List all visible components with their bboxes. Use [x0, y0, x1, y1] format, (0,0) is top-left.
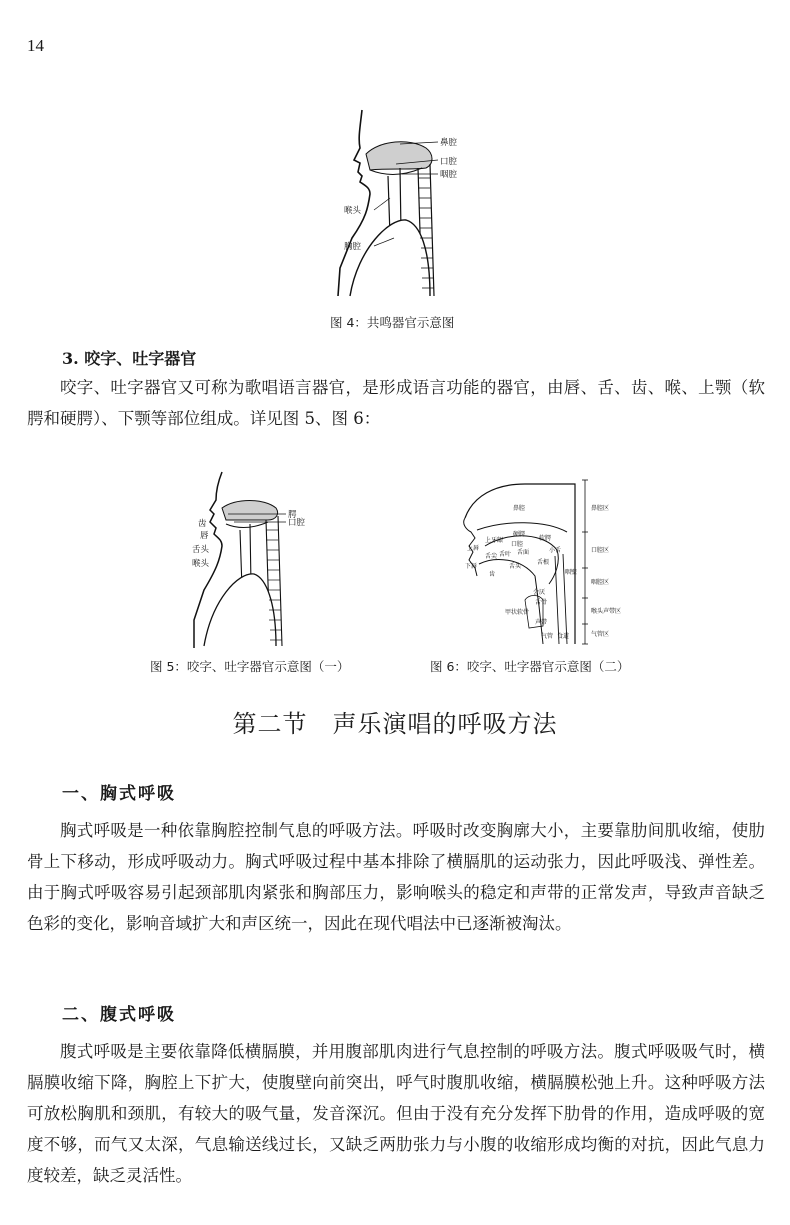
label-hyoid: 舌骨 — [535, 599, 548, 606]
label-uvula: 小舌 — [549, 547, 562, 554]
articulation-diagram-1 — [188, 470, 308, 650]
subsection-title: 3. 咬字、吐字器官 — [62, 349, 197, 368]
page-number: 14 — [27, 36, 44, 55]
label-upper-gum: 上牙龈 — [485, 537, 504, 544]
resonance-organs-diagram — [330, 108, 480, 298]
label-palate: 腭 — [288, 510, 297, 520]
label-hard-palate: 硬腭 — [513, 531, 526, 538]
label-pharynx-wall: 咽壁 — [565, 569, 578, 576]
label-zone-nasal: 鼻腔区 — [591, 505, 610, 512]
label-teeth: 齿 — [198, 519, 207, 529]
label-nasal-cavity-6: 鼻腔 — [513, 505, 526, 512]
label-oral-cavity-6: 口腔 — [511, 541, 524, 548]
paragraph-abdominal-breathing: 腹式呼吸是主要依靠降低横膈膜，并用腹部肌肉进行气息控制的呼吸方法。腹式呼吸吸气时，横膈膜收缩下降，胸腔上下扩大，使腹壁向前突出，呼气时腹肌收缩，横膈膜松弛上升。这种呼吸方法可放松胸肌和颈肌，有较大的吸气量，发音深沉。但由于没有充分发挥下肋骨的作用，造成呼吸的宽度不够，而气又太深，气息输送线过长，又缺乏两肋张力与小腹的收缩形成均衡的对抗，因此气息力度较差，缺乏灵活性。 — [27, 1042, 765, 1185]
subsection-body: 咬字、吐字器官又可称为歌唱语言器官，是形成语言功能的器官，由唇、舌、齿、喉、上颚（软腭和硬腭）、下颚等部位组成。详见图 5、图 6： — [27, 378, 765, 428]
label-zone-larynx: 喉头声带区 — [591, 608, 622, 615]
label-larynx-5: 喉头 — [192, 559, 210, 569]
label-soft-palate: 软腭 — [539, 535, 552, 542]
label-thyroid: 甲状软骨 — [505, 609, 530, 616]
figure-articulation-organs-2 — [455, 476, 635, 646]
label-trachea: 气管 — [541, 633, 554, 640]
label-epiglottis: 会厌 — [533, 589, 546, 596]
label-vocal-cords: 声带 — [535, 619, 548, 626]
label-zone-trachea: 气管区 — [591, 631, 610, 638]
heading-chest-breathing: 一、胸式呼吸 — [62, 784, 176, 804]
label-lower-lip: 下唇 — [465, 563, 478, 570]
label-pharynx: 咽腔 — [440, 170, 458, 180]
figure-4-caption: 图 4：共鸣器官示意图 — [330, 315, 455, 330]
label-zone-pharynx: 咽腔区 — [591, 579, 610, 586]
label-teeth-6: 齿 — [489, 571, 496, 578]
label-oral-cavity-5: 口腔 — [288, 518, 306, 528]
label-lips: 唇 — [200, 531, 209, 541]
label-tongue-face: 舌面 — [517, 549, 530, 556]
label-oral-cavity: 口腔 — [440, 157, 458, 167]
figure-articulation-organs-1 — [188, 470, 308, 650]
heading-abdominal-breathing: 二、腹式呼吸 — [62, 1005, 176, 1025]
label-zone-oral: 口腔区 — [591, 547, 610, 554]
label-tongue-root: 舌根 — [537, 559, 550, 566]
figure-6-caption: 图 6：咬字、吐字器官示意图（二） — [430, 659, 630, 674]
label-larynx: 喉头 — [344, 206, 362, 216]
figure-5-caption: 图 5：咬字、吐字器官示意图（一） — [150, 659, 350, 674]
label-tongue: 舌头 — [192, 545, 210, 555]
articulation-diagram-2 — [455, 476, 635, 646]
label-upper-lip: 上唇 — [467, 545, 480, 552]
label-nasal-cavity: 鼻腔 — [440, 138, 458, 148]
label-tongue-blade: 舌叶 — [499, 551, 512, 558]
section-title: 第二节 声乐演唱的呼吸方法 — [232, 710, 558, 738]
label-tongue-tip: 舌尖 — [485, 553, 498, 560]
figure-resonance-organs — [330, 108, 480, 298]
label-tongue-head: 舌头 — [509, 563, 522, 570]
paragraph-chest-breathing: 胸式呼吸是一种依靠胸腔控制气息的呼吸方法。呼吸时改变胸廓大小，主要靠肋间肌收缩，使肋骨上下移动，形成呼吸动力。胸式呼吸过程中基本排除了横膈肌的运动张力，因此呼吸浅、弹性差。由于胸式呼吸容易引起颈部肌肉紧张和胸部压力，影响喉头的稳定和声带的正常发声，导致声音缺乏色彩的变化，影响音域扩大和声区统一，因此在现代唱法中已逐渐被淘汰。 — [27, 821, 765, 933]
label-chest-cavity: 胸腔 — [344, 242, 362, 252]
label-esophagus: 食道 — [557, 633, 570, 640]
